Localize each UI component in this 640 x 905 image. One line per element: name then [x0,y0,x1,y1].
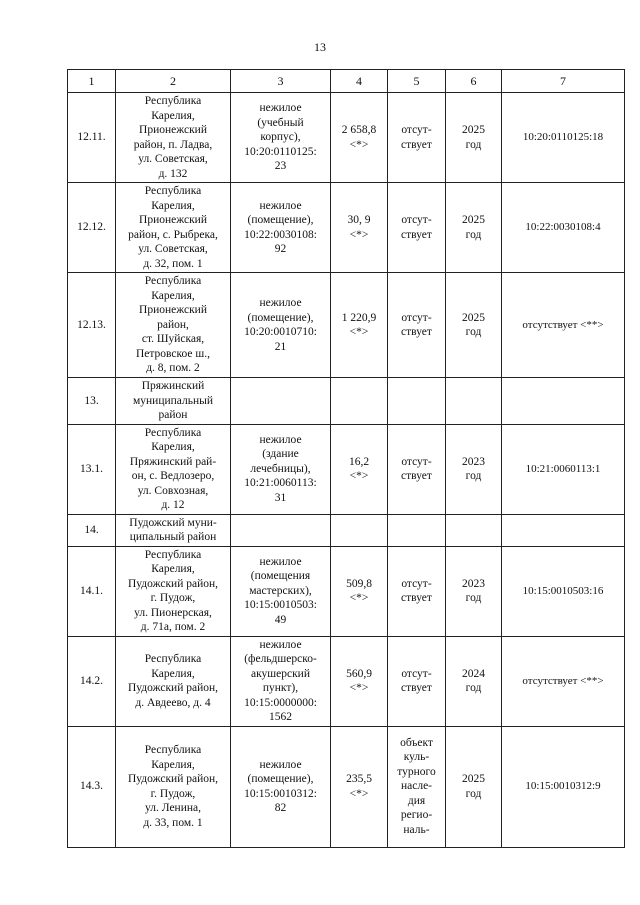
cadastral-number-cell: 10:20:0110125:18 [502,93,625,183]
object-cell: нежилое (помещение), 10:20:0010710: 21 [231,273,331,378]
object-cell: нежилое (фельдшерско- акушерский пункт), 10:15:0000000: 1562 [231,636,331,726]
area-cell [331,514,388,546]
area-cell: 30, 9 <*> [331,183,388,273]
encumbrance-cell: отсут- ствует [388,93,446,183]
area-cell: 16,2 <*> [331,424,388,514]
table-row [68,93,625,183]
area-cell: 1 220,9 <*> [331,273,388,378]
cadastral-number-cell: отсутствует <**> [502,636,625,726]
address-cell: Пудожский муни- ципальный район [116,514,231,546]
encumbrance-cell: отсут- ствует [388,183,446,273]
table-row [68,636,625,726]
row-number-cell: 13. [68,378,116,425]
row-number-cell: 12.13. [68,273,116,378]
table-row [68,424,625,514]
row-number-cell: 14.2. [68,636,116,726]
address-cell: Пряжинский муниципальный район [116,378,231,425]
row-number-cell: 14. [68,514,116,546]
object-cell: нежилое (учебный корпус), 10:20:0110125: 23 [231,93,331,183]
page-number: 13 [314,40,326,54]
table-row [68,726,625,847]
object-cell: нежилое (помещения мастерских), 10:15:0010503: 49 [231,546,331,636]
table-row [68,546,625,636]
encumbrance-cell: отсут- ствует [388,636,446,726]
encumbrance-cell: отсут- ствует [388,273,446,378]
address-cell: Республика Карелия, Прионежский район, п. Ладва, ул. Советская, д. 132 [116,93,231,183]
object-cell [231,378,331,425]
table-row [68,183,625,273]
cadastral-number-cell: 10:15:0010312:9 [502,726,625,847]
encumbrance-cell [388,378,446,425]
header-cell: 6 [446,70,502,93]
header-cell: 5 [388,70,446,93]
encumbrance-cell: отсут- ствует [388,424,446,514]
header-cell: 2 [116,70,231,93]
address-cell: Республика Карелия, Прионежский район, ст. Шуйская, Петровское ш., д. 8, пом. 2 [116,273,231,378]
object-cell: нежилое (помещение), 10:15:0010312: 82 [231,726,331,847]
address-cell: Республика Карелия, Пудожский район, г. Пудож, ул. Пионерская, д. 71а, пом. 2 [116,546,231,636]
table-row [68,378,625,425]
year-cell: 2025 год [446,273,502,378]
year-cell: 2023 год [446,424,502,514]
cadastral-number-cell: 10:21:0060113:1 [502,424,625,514]
object-cell [231,514,331,546]
year-cell: 2023 год [446,546,502,636]
table-row [68,514,625,546]
area-cell [331,378,388,425]
table-row [68,273,625,378]
year-cell [446,514,502,546]
area-cell: 2 658,8 <*> [331,93,388,183]
encumbrance-cell: объект куль- турного насле- дия регио- наль- [388,726,446,847]
cadastral-number-cell: отсутствует <**> [502,273,625,378]
year-cell: 2025 год [446,93,502,183]
row-number-cell: 14.3. [68,726,116,847]
address-cell: Республика Карелия, Пряжинский рай- он, с. Ведлозеро, ул. Совхозная, д. 12 [116,424,231,514]
row-number-cell: 12.11. [68,93,116,183]
cadastral-number-cell [502,514,625,546]
year-cell: 2024 год [446,636,502,726]
row-number-cell: 13.1. [68,424,116,514]
year-cell: 2025 год [446,183,502,273]
header-cell: 3 [231,70,331,93]
area-cell: 235,5 <*> [331,726,388,847]
header-cell: 1 [68,70,116,93]
header-cell: 4 [331,70,388,93]
header-row [68,70,625,93]
address-cell: Республика Карелия, Пудожский район, д. Авдеево, д. 4 [116,636,231,726]
area-cell: 509,8 <*> [331,546,388,636]
property-table [67,69,625,848]
year-cell [446,378,502,425]
cadastral-number-cell [502,378,625,425]
year-cell: 2025 год [446,726,502,847]
address-cell: Республика Карелия, Пудожский район, г. Пудож, ул. Ленина, д. 33, пом. 1 [116,726,231,847]
object-cell: нежилое (помещение), 10:22:0030108: 92 [231,183,331,273]
cadastral-number-cell: 10:15:0010503:16 [502,546,625,636]
row-number-cell: 14.1. [68,546,116,636]
address-cell: Республика Карелия, Прионежский район, с. Рыбрека, ул. Советская, д. 32, пом. 1 [116,183,231,273]
encumbrance-cell [388,514,446,546]
area-cell: 560,9 <*> [331,636,388,726]
row-number-cell: 12.12. [68,183,116,273]
object-cell: нежилое (здание лечебницы), 10:21:0060113: 31 [231,424,331,514]
header-cell: 7 [502,70,625,93]
cadastral-number-cell: 10:22:0030108:4 [502,183,625,273]
encumbrance-cell: отсут- ствует [388,546,446,636]
